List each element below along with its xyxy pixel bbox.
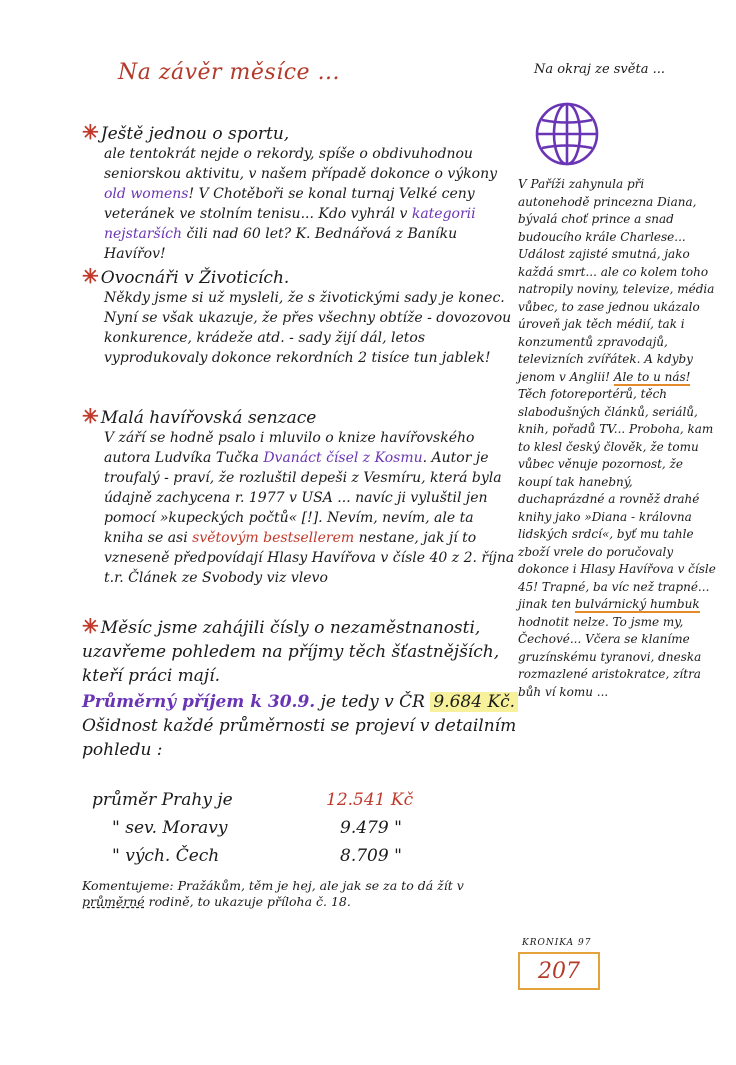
income-summary: Průměrný příjem k 30.9. je tedy v ČR 9.684 Kč. Ošidnost každé průměrnosti se projeví v detailním pohledu : xyxy=(82,692,517,760)
section-senzace xyxy=(82,406,522,588)
section-heading: ✳ Ovocnáři v Životicích. xyxy=(82,264,290,288)
section-sport xyxy=(82,122,522,264)
asterisk-icon: ✳ xyxy=(82,264,99,288)
section-body: V září se hodně psalo i mluvilo o knize havířovského autora Ludvíka Tučka Dvanáct čísel z Kosmu. Autor je troufalý - praví, že rozluštil depeši z Vesmíru, která byla údajně zachycena r. 1977 v USA ... navíc ji vyluštil jen pomocí »kupeckých počtů« [!]. Nevím, nevím, ale ta kniha se asi světovým bestsellerem nestane, jak jí to vzneseně předpovídají Hlasy Havířova v čísle 40 z 2. října t.r. Článek ze Svobody viz vlevo xyxy=(104,430,515,586)
asterisk-icon: ✳ xyxy=(82,404,99,428)
income-row-cechy: " vých. Čech 8.709 " xyxy=(112,846,402,866)
income-row-morava: " sev. Moravy 9.479 " xyxy=(112,818,402,838)
section-body: ale tentokrát nejde o rekordy, spíše o obdivuhodnou seniorskou aktivitu, v našem případě dokonce o výkony old womens! V Chotěboři se konal turnaj Velké ceny veteránek ve stolním tenisu... Kdo vyhrál v kategorii nejstarších čili nad 60 let? K. Bednářová z Baníku Havířov! xyxy=(104,146,497,262)
page-number: 207 xyxy=(518,952,600,990)
asterisk-icon: ✳ xyxy=(82,120,99,144)
section-heading: ✳ Ještě jednou o sportu, xyxy=(82,120,290,144)
globe-icon xyxy=(533,100,601,168)
sidebar-text: V Paříži zahynula při autonehodě princezna Diana, bývalá choť prince a snad budoucího krále Charlese... Událost zajisté smutná, jako každá smrt... ale co kolem toho natropily noviny, televize, média vůbec, to zase jednou ukázalo úroveň jak těch médií, tak i konzumentů zpravodajů, televizních zvířátek. A kdyby jenom v Anglii! Ale to u nás! Těch fotoreportérů, těch slabodušných článků, seriálů, knih, pořadů TV... Proboha, kam to klesl český člověk, že tomu vůbec věnuje pozornost, že koupí tak hanebný, duchaprázdné a rovněž drahé knihy jako »Diana - královna lidských srdcí«, byť mu tahle zboží vrele do poručovaly dokonce i Hlasy Havířova v čísle 45! Trapné, ba víc než trapné... jinak ten bulvárnický humbuk hodnotit nelze. To jsme my, Čechové... Včera se klaníme gruzínskému tyranovi, dneska rozmazlené aristokratce, zítra bůh ví komu ... xyxy=(518,177,716,699)
footer-note: Komentujeme: Pražákům, těm je hej, ale jak se za to dá žít v průměrné rodině, to ukazuje příloha č. 18. xyxy=(82,878,464,909)
section-ovocnari xyxy=(82,266,522,368)
page-title: Na závěr měsíce ... xyxy=(118,60,341,85)
section-prijmy xyxy=(82,614,522,762)
asterisk-icon: ✳ xyxy=(82,614,99,638)
income-row-praha: průměr Prahy je 12.541 Kč xyxy=(92,790,414,810)
section-body: ✳ Měsíc jsme zahájili čísly o nezaměstnanosti, uzavřeme pohledem na příjmy těch šťastnějších, kteří práci mají. xyxy=(82,614,500,686)
section-body: Někdy jsme si už mysleli, že s životickými sady je konec. Nyní se však ukazuje, že přes všechny obtíže - dovozovou konkurence, krádeže atd. - sady žijí dál, letos vyprodukovaly dokonce rekordních 2 tisíce tun jablek! xyxy=(104,290,512,366)
income-amount: 9.684 Kč. xyxy=(430,692,518,712)
sidebar-heading: Na okraj ze světa ... xyxy=(534,62,665,77)
kronika-label: KRONIKA 97 xyxy=(522,938,592,948)
section-heading: ✳ Malá havířovská senzace xyxy=(82,404,317,428)
